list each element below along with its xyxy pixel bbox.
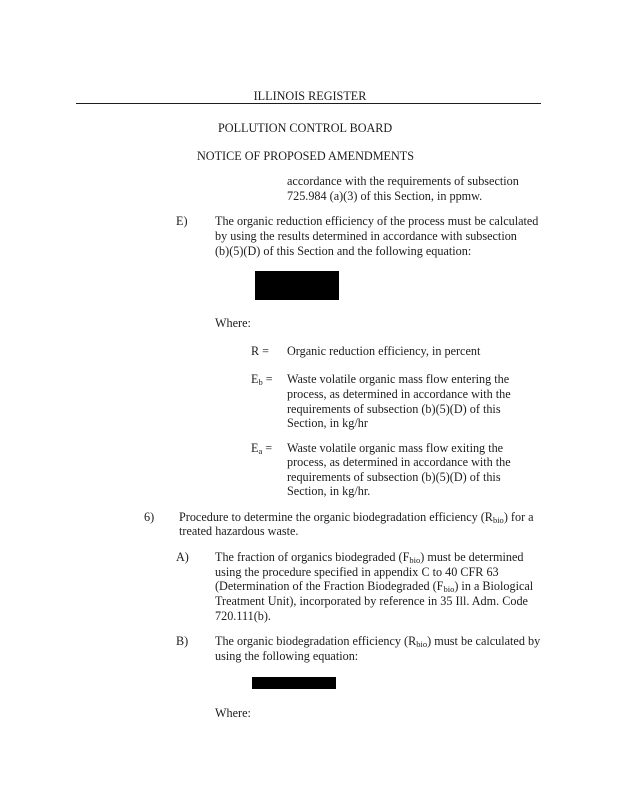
- item-b-label: B): [176, 634, 189, 648]
- where-label-2: Where:: [215, 706, 251, 720]
- redacted-equation-2: [252, 677, 336, 689]
- definition-ea-line-2: process, as determined in accordance with the: [287, 455, 511, 469]
- definition-eb-line-2: process, as determined in accordance with the: [287, 387, 511, 401]
- item-a-line-1: The fraction of organics biodegraded $(F_{bio})$ must be determined: [215, 550, 524, 565]
- item-a-line-5: 720.111(b).: [215, 609, 271, 623]
- register-title: ILLINOIS REGISTER: [253, 89, 367, 103]
- definition-symbol-r: R =: [251, 344, 270, 358]
- definition-eb-line-3: requirements of subsection (b)(5)(D) of this: [287, 402, 501, 416]
- item-6-label: 6): [144, 510, 155, 524]
- continuation-line-2: 725.984 (a)(3) of this Section, in ppmw.: [287, 189, 483, 203]
- definition-symbol-eb: $E_b$ =: [251, 372, 273, 387]
- item-6-line-1: Procedure to determine the organic biodegradation efficiency $(R_{bio})$ for a: [179, 510, 534, 525]
- item-b-line-2: using the following equation:: [215, 649, 359, 663]
- definition-r-line-1: Organic reduction efficiency, in percent: [287, 344, 481, 358]
- continuation-line-1: accordance with the requirements of subsection: [287, 174, 519, 188]
- item-a-label: A): [176, 550, 189, 564]
- where-label-1: Where:: [215, 316, 251, 330]
- definition-symbol-ea: $E_a$ =: [251, 441, 273, 456]
- item-b-line-1: The organic biodegradation efficiency $(R_{bio})$ must be calculated by: [215, 634, 541, 649]
- definition-eb-line-1: Waste volatile organic mass flow entering the: [287, 372, 510, 386]
- redacted-equation-1: [255, 271, 339, 300]
- item-e-line-2: by using the results determined in accordance with subsection: [215, 229, 517, 243]
- definition-ea-line-1: Waste volatile organic mass flow exiting the: [287, 441, 504, 455]
- header-rule: [76, 103, 541, 104]
- item-a-line-2: using the procedure specified in appendix C to 40 CFR 63: [215, 565, 499, 579]
- item-e-line-3: (b)(5)(D) of this Section and the following equation:: [215, 244, 472, 258]
- definition-ea-line-4: Section, in kg/hr.: [287, 484, 371, 498]
- notice-heading: NOTICE OF PROPOSED AMENDMENTS: [197, 149, 415, 163]
- item-e-label: E): [176, 214, 188, 228]
- item-a-line-3: (Determination of the Fraction Biodegraded $(F_{bio})$ in a Biological: [215, 579, 534, 594]
- definition-eb-line-4: Section, in kg/hr: [287, 416, 368, 430]
- board-name: POLLUTION CONTROL BOARD: [218, 121, 393, 135]
- definition-ea-line-3: requirements of subsection (b)(5)(D) of this: [287, 470, 501, 484]
- item-e-line-1: The organic reduction efficiency of the process must be calculated: [215, 214, 539, 228]
- item-a-line-4: Treatment Unit), incorporated by reference in 35 Ill. Adm. Code: [215, 594, 528, 608]
- item-6-line-2: treated hazardous waste.: [179, 524, 299, 538]
